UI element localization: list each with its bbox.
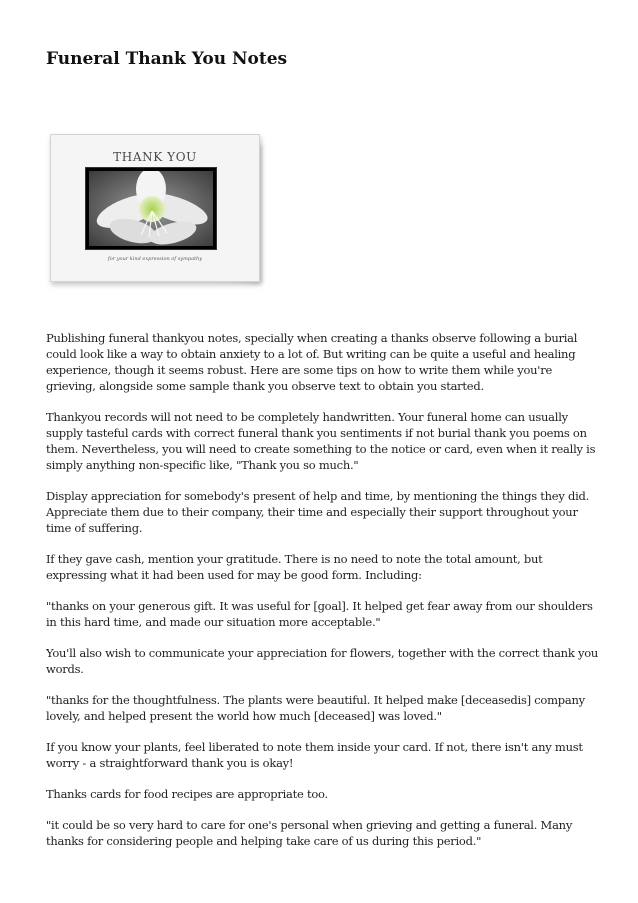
- paragraph: Display appreciation for somebody's present of help and time, by mentioning the things they did. Appreciate them due to their company, their time and especially their support throughout your time of suffering.: [46, 489, 590, 535]
- card-subline: for your kind expression of sympathy: [107, 256, 203, 262]
- paragraph: "thanks for the thoughtfulness. The plants were beautiful. It helped make [deceasedis] company lovely, and helped present the world how much [deceased] was loved.": [46, 693, 585, 723]
- paragraph: "it could be so very hard to care for one's personal when grieving and getting a funeral. Many thanks for considering people and helping take care of us during this period.": [46, 818, 573, 848]
- card-front: [50, 134, 260, 282]
- lily-photo: [85, 167, 217, 250]
- paragraph: Publishing funeral thankyou notes, specially when creating a thanks observe following a burial could look like a way to obtain anxiety to a lot of. But writing can be quite a useful and healing experience, though it seems robust. Here are some tips on how to write them while you're grieving, alongside some sample thank you observe text to obtain you started.: [46, 331, 578, 393]
- paragraph: "thanks on your generous gift. It was useful for [goal]. It helped get fear away from our shoulders in this hard time, and made our situation more acceptable.": [46, 599, 593, 629]
- thank-you-card-image: [50, 134, 265, 284]
- card-heading: THANK YOU: [113, 150, 197, 164]
- article-body: [46, 330, 601, 864]
- paragraph: If they gave cash, mention your gratitude. There is no need to note the total amount, but expressing what it had been used for may be good form. Including:: [46, 552, 543, 582]
- paragraph: You'll also wish to communicate your appreciation for flowers, together with the correct thank you words.: [46, 646, 599, 676]
- paragraph: Thanks cards for food recipes are appropriate too.: [46, 787, 328, 801]
- page-title: Funeral Thank You Notes: [46, 49, 288, 69]
- paragraph: Thankyou records will not need to be completely handwritten. Your funeral home can usually supply tasteful cards with correct funeral thank you sentiments if not burial thank you poems on them. Nevertheless, you will need to create something to the notice or card, even when it really is simply anything non-specific like, "Thank you so much.": [46, 410, 596, 472]
- paragraph: If you know your plants, feel liberated to note them inside your card. If not, there isn't any must worry - a straightforward thank you is okay!: [46, 740, 583, 770]
- lily-flower-image: [89, 171, 213, 246]
